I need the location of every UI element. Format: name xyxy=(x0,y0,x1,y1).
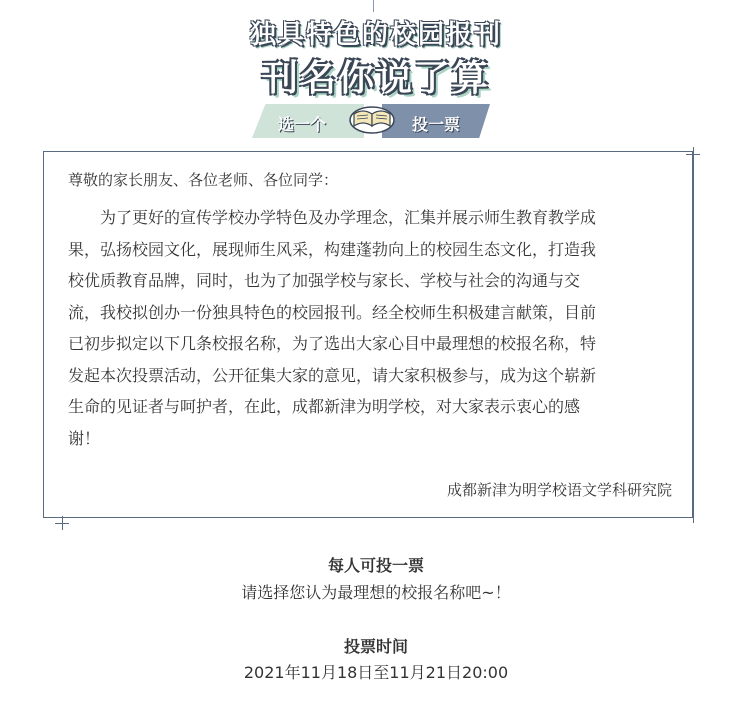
letter-line: 校优质教育品牌，同时，也为了加强学校与家长、学校与社会的沟通与交 xyxy=(68,271,581,290)
letter-line: 果，弘扬校园文化，展现师生风采，构建蓬勃向上的校园生态文化，打造我 xyxy=(68,239,597,259)
page-subtitle: 刊名你说了算 xyxy=(261,58,490,99)
letter-line: 谢！ xyxy=(68,428,101,448)
letter-line: 流，我校拟创办一份独具特色的校园报刊。经全校师生积极建言献策，目前 xyxy=(68,302,597,322)
letter-signature: 成都新津为明学校语文学科研究院 xyxy=(446,481,672,499)
letter-line: 已初步拟定以下几条校报名称，为了选出大家心目中最理想的校报名称，特 xyxy=(68,334,597,353)
banner-right-text: 投一票 xyxy=(412,115,461,134)
letter-line: 发起本次投票活动，公开征集大家的意见，请大家积极参与，成为这个崭新 xyxy=(68,365,597,385)
letter-line: 生命的见证者与呵护者，在此，成都新津为明学校，对大家表示衷心的感 xyxy=(68,397,581,416)
letter-greeting: 尊敬的家长朋友、各位老师、各位同学： xyxy=(68,171,339,189)
book-icon xyxy=(349,100,395,134)
letter-body xyxy=(68,202,674,454)
corner-cross-bottom-left-v xyxy=(62,516,63,530)
banner-left-text: 选一个 xyxy=(278,115,327,134)
top-decor-line xyxy=(373,0,374,12)
vote-time-text: 2021年11月18日至11月21日20:00 xyxy=(243,663,509,682)
vote-rule-title: 每人可投一票 xyxy=(327,556,424,575)
vote-time-title: 投票时间 xyxy=(343,637,408,656)
vote-rule-text: 请选择您认为最理想的校报名称吧~！ xyxy=(241,583,511,602)
letter-line: 为了更好的宣传学校办学特色及办学理念，汇集并展示师生教育教学成 xyxy=(68,208,597,227)
page-title: 独具特色的校园报刊 xyxy=(249,20,502,50)
frame-line-right xyxy=(693,147,694,523)
